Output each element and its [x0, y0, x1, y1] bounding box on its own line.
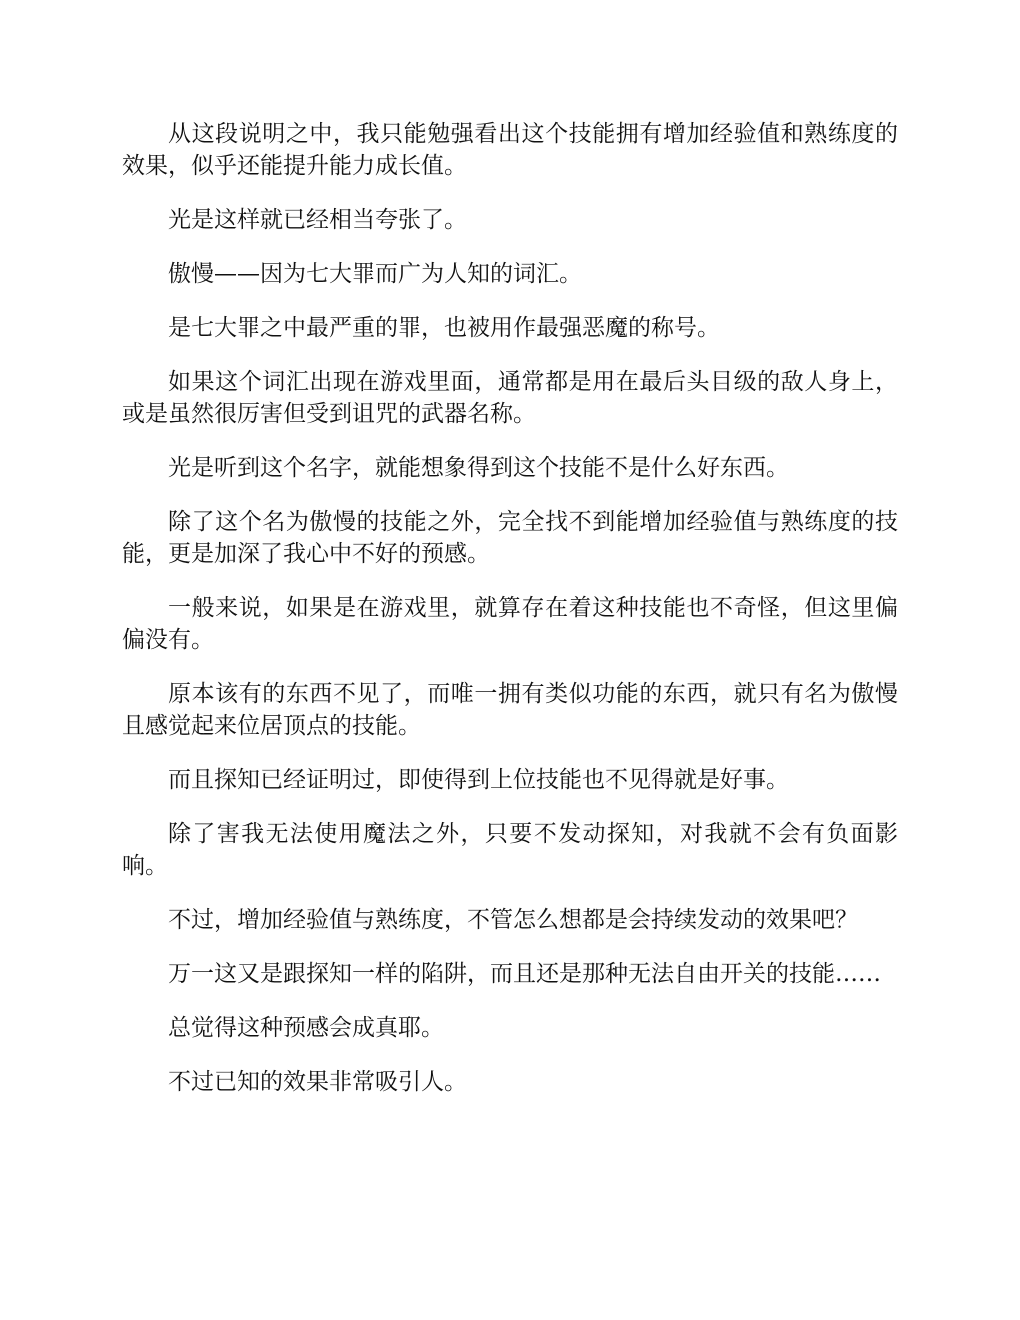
paragraph: 是七大罪之中最严重的罪，也被用作最强恶魔的称号。 — [168, 315, 720, 341]
document-page — [122, 118, 898, 1120]
paragraph: 傲慢——因为七大罪而广为人知的词汇。 — [168, 261, 582, 287]
paragraph: 除了这个名为傲慢的技能之外，完全找不到能增加经验值与熟练度的技能，更是加深了我心中不好的预感。 — [122, 509, 898, 567]
paragraph: 如果这个词汇出现在游戏里面，通常都是用在最后头目级的敌人身上，或是虽然很厉害但受到诅咒的武器名称。 — [122, 369, 898, 427]
paragraph: 不过已知的效果非常吸引人。 — [168, 1069, 467, 1095]
paragraph: 光是这样就已经相当夸张了。 — [168, 207, 467, 233]
paragraph: 不过，增加经验值与熟练度，不管怎么想都是会持续发动的效果吧？ — [168, 907, 858, 933]
paragraph: 除了害我无法使用魔法之外，只要不发动探知，对我就不会有负面影响。 — [122, 821, 898, 879]
paragraph: 而且探知已经证明过，即使得到上位技能也不见得就是好事。 — [168, 767, 789, 793]
paragraph: 一般来说，如果是在游戏里，就算存在着这种技能也不奇怪，但这里偏偏没有。 — [122, 595, 898, 653]
paragraph: 原本该有的东西不见了，而唯一拥有类似功能的东西，就只有名为傲慢且感觉起来位居顶点的技能。 — [122, 681, 898, 739]
paragraph: 从这段说明之中，我只能勉强看出这个技能拥有增加经验值和熟练度的效果，似乎还能提升能力成长值。 — [122, 121, 898, 179]
paragraph: 总觉得这种预感会成真耶。 — [168, 1015, 444, 1041]
paragraph: 万一这又是跟探知一样的陷阱，而且还是那种无法自由开关的技能…… — [168, 961, 881, 987]
paragraph: 光是听到这个名字，就能想象得到这个技能不是什么好东西。 — [168, 455, 789, 481]
